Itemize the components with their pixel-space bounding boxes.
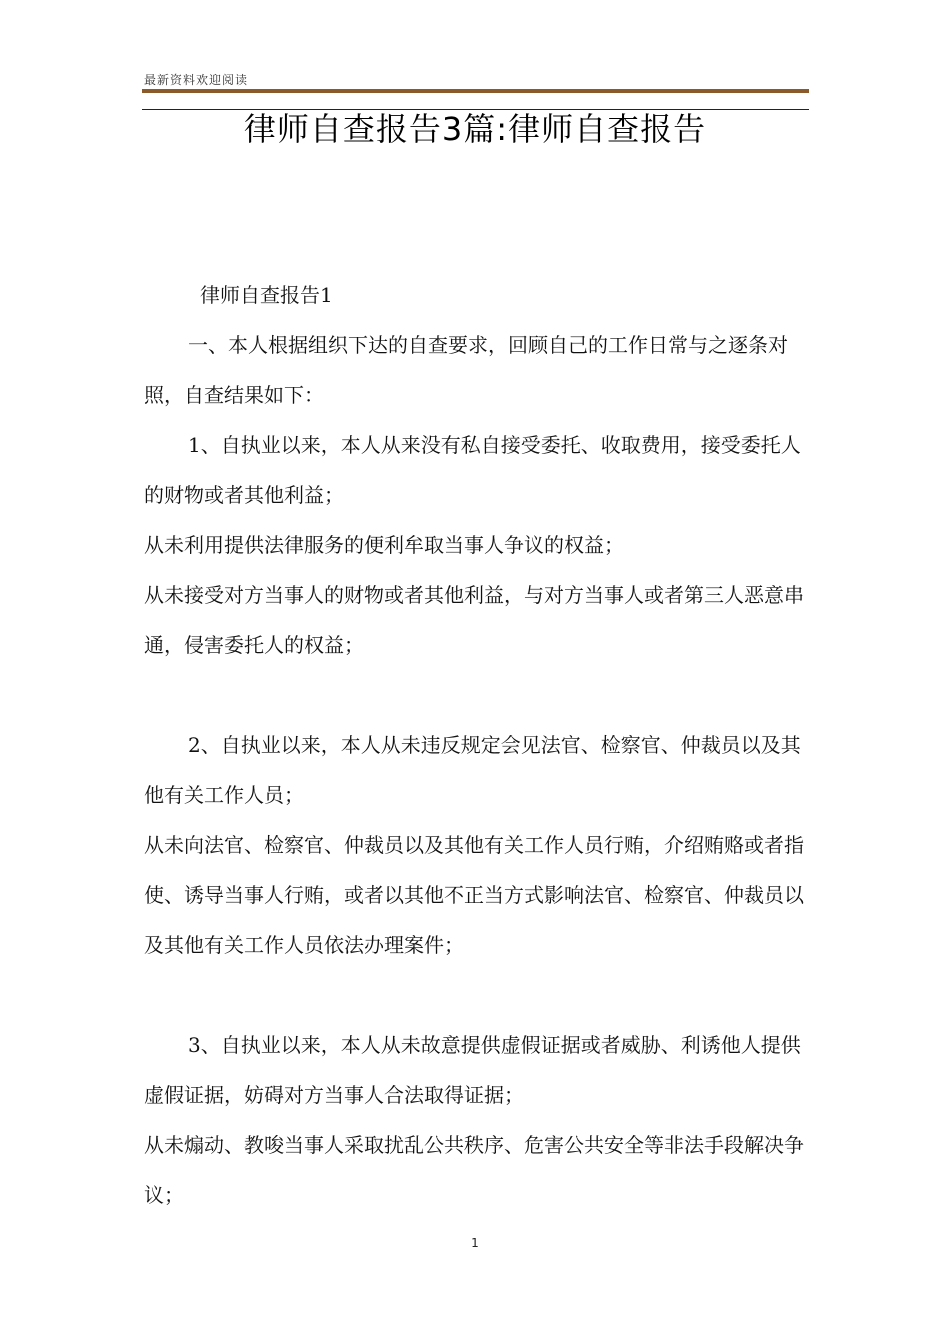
page-number: 1 bbox=[471, 1236, 479, 1250]
paragraph: 从未向法官、检察官、仲裁员以及其他有关工作人员行贿，介绍贿赂或者指使、诱导当事人行贿，或者以其他不正当方式影响法官、检察官、仲裁员以及其他有关工作人员依法办理案件； bbox=[144, 833, 804, 957]
page-header-text: 最新资料欢迎阅读 bbox=[144, 73, 249, 87]
paragraph-spacer bbox=[144, 670, 810, 720]
paragraph: 3、自执业以来，本人从未故意提供虚假证据或者威胁、利诱他人提供虚假证据，妨碍对方当事人合法取得证据； bbox=[144, 1033, 801, 1107]
paragraph: 2、自执业以来，本人从未违反规定会见法官、检察官、仲裁员以及其他有关工作人员； bbox=[144, 733, 801, 807]
document-body bbox=[144, 270, 810, 1220]
paragraph: 从未接受对方当事人的财物或者其他利益，与对方当事人或者第三人恶意串通，侵害委托人的权益； bbox=[144, 583, 804, 657]
header-rule-thick bbox=[142, 89, 809, 93]
paragraph: 从未煽动、教唆当事人采取扰乱公共秩序、危害公共安全等非法手段解决争议； bbox=[144, 1133, 804, 1207]
document-title: 律师自查报告3篇:律师自查报告 bbox=[243, 110, 707, 148]
paragraph: 从未利用提供法律服务的便利牟取当事人争议的权益； bbox=[144, 533, 624, 557]
paragraph: 一、本人根据组织下达的自查要求，回顾自己的工作日常与之逐条对照，自查结果如下： bbox=[144, 333, 788, 407]
section-heading: 律师自查报告1 bbox=[200, 283, 333, 307]
paragraph: 1、自执业以来，本人从来没有私自接受委托、收取费用，接受委托人的财物或者其他利益； bbox=[144, 433, 801, 507]
paragraph-spacer bbox=[144, 970, 810, 1020]
